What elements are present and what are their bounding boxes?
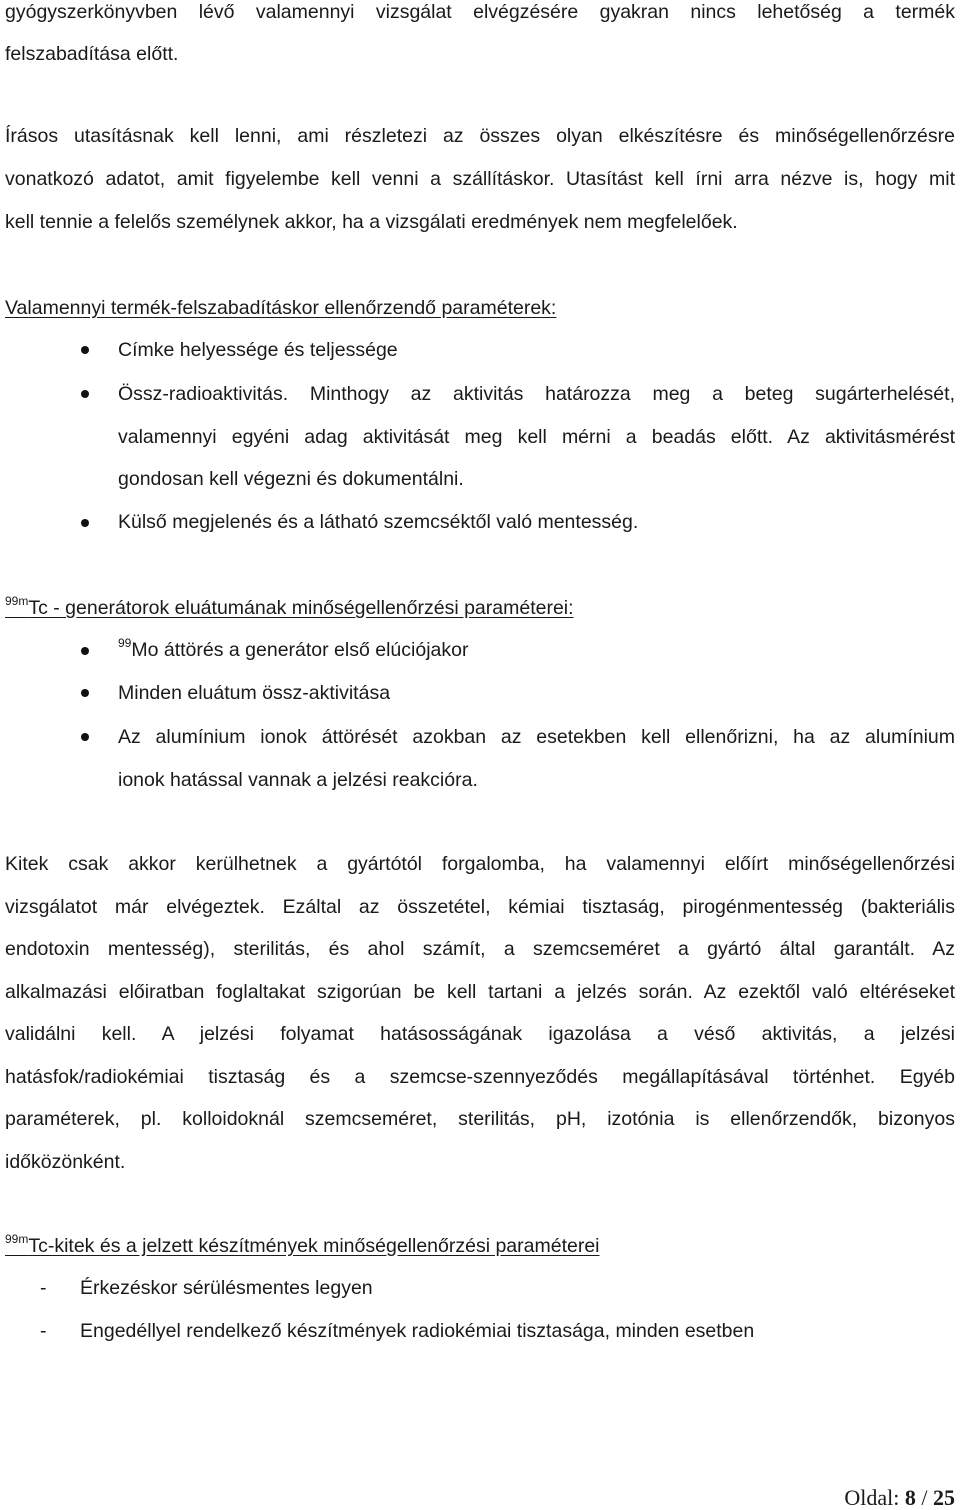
section-heading-kits [5,1234,600,1260]
item-text: Mo áttörés a generátor első elúciójakor [131,639,469,661]
superscript: 99m [5,1232,29,1246]
paragraph-line: felszabadítása előtt. [5,43,179,65]
superscript: 99 [118,636,132,650]
paragraph-line: kell tennie a felelős személynek akkor, ha a vizsgálati eredmények nem megfelelőek. [5,211,738,233]
paragraph-line: vonatkozó adatot, amit figyelembe kell venni a szállításkor. Utasítást kell írni arra nézve is, hogy mit [5,168,955,190]
paragraph-line: validálni kell. A jelzési folyamat hatásosságának igazolása a véső aktivitás, a jelzési [5,1023,955,1045]
bullet-icon [81,733,89,741]
paragraph-line: endotoxin mentesség), sterilitás, és ahol számít, a szemcseméret a gyártó által garantált. Az [5,938,955,960]
heading-text: Tc - generátorok eluátumának minőségellenőrzési paraméterei: [28,597,574,619]
paragraph-line: gyógyszerkönyvben lévő valamennyi vizsgálat elvégzésére gyakran nincs lehetőség a termék [5,1,955,23]
bullet-icon [81,647,89,655]
paragraph-line: hatásfok/radiokémiai tisztaság és a szemcse-szennyeződés megállapításával történhet. Egyéb [5,1066,955,1088]
paragraph-line: Írásos utasításnak kell lenni, ami részletezi az összes olyan elkészítésre és minőségellenőrzésre [5,125,955,147]
list-item: valamennyi egyéni adag aktivitását meg kell mérni a beadás előtt. Az aktivitásmérést [118,426,955,448]
list-item: Engedéllyel rendelkező készítmények radiokémiai tisztasága, minden esetben [80,1320,755,1342]
page-footer [844,1486,955,1510]
paragraph-line: vizsgálatot már elvégeztek. Ezáltal az összetétel, kémiai tisztaság, pirogénmentesség (bakteriális [5,896,955,918]
bullet-icon [81,346,89,354]
bullet-icon [81,519,89,527]
superscript: 99m [5,594,29,608]
list-item: Minden eluátum össz-aktivitása [118,682,391,704]
list-item: Érkezéskor sérülésmentes legyen [80,1277,373,1299]
list-item: Az alumínium ionok áttörését azokban az esetekben kell ellenőrizni, ha az alumínium [118,726,955,748]
list-item: Össz-radioaktivitás. Minthogy az aktivitás határozza meg a beteg sugárterhelését, [118,383,955,405]
paragraph-line: időközönként. [5,1151,126,1173]
paragraph-line: paraméterek, pl. kolloidoknál szemcseméret, sterilitás, pH, izotónia is ellenőrzendők, bizonyos [5,1108,955,1130]
footer-label: Oldal: [844,1485,900,1510]
dash-marker: - [40,1277,47,1299]
paragraph-line: Kitek csak akkor kerülhetnek a gyártótól forgalomba, ha valamennyi előírt minőségellenőrzési [5,853,955,875]
section-heading-release: Valamennyi termék-felszabadításkor ellenőrzendő paraméterek: [5,297,557,319]
heading-text: Tc-kitek és a jelzett készítmények minőségellenőrzési paraméterei [28,1235,600,1257]
section-heading-generator [5,596,574,622]
list-item: ionok hatással vannak a jelzési reakcióra. [118,769,478,791]
list-item [118,638,468,664]
paragraph-line: alkalmazási előiratban foglaltakat szigorúan be kell tartani a jelzés során. Az ezektől való eltéréseket [5,981,955,1003]
bullet-icon [81,689,89,697]
page-number: 8 [904,1485,916,1510]
list-item: Külső megjelenés és a látható szemcséktől való mentesség. [118,511,639,533]
list-item: gondosan kell végezni és dokumentálni. [118,468,464,490]
bullet-icon [81,390,89,398]
list-item: Címke helyessége és teljessége [118,339,398,361]
dash-marker: - [40,1320,47,1342]
page-total: 25 [933,1485,955,1510]
page-separator: / [921,1485,928,1510]
